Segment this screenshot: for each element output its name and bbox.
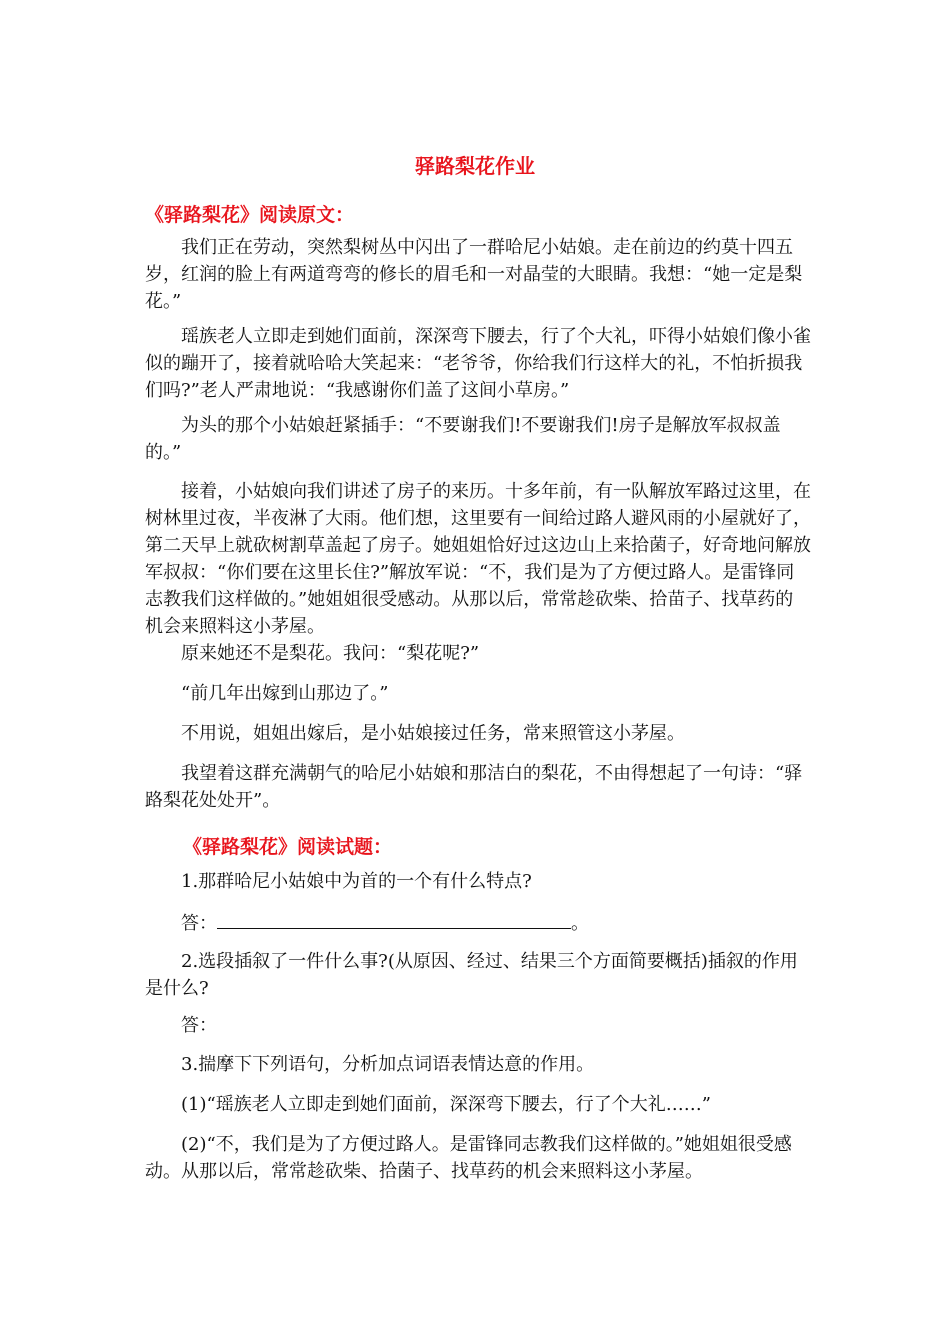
answer-1-row (145, 908, 811, 937)
question-2: 2.选段插叙了一件什么事?(从原因、经过、结果三个方面简要概括)插叙的作用是什么? (145, 951, 798, 999)
answer-2-label: 答： (181, 1015, 217, 1036)
question-1: 1.那群哈尼小姑娘中为首的一个有什么特点? (181, 871, 532, 892)
paragraph-6: “前几年出嫁到山那边了。” (181, 683, 389, 704)
paragraph-5: 原来她还不是梨花。我问：“梨花呢?” (181, 643, 480, 664)
paragraph-8: 我望着这群充满朝气的哈尼小姑娘和那洁白的梨花，不由得想起了一句诗：“驿路梨花处处开”。 (145, 763, 803, 811)
paragraph-4: 接着，小姑娘向我们讲述了房子的来历。十多年前，有一队解放军路过这里，在树林里过夜，半夜淋了大雨。他们想，这里要有一间给过路人避风雨的小屋就好了，第二天早上就砍树割草盖起了房子。她姐姐恰好过这边山上来拾菌子，好奇地问解放军叔叔：“你们要在这里长住?”解放军说：“不，我们是为了方便过路人。是雷锋同志教我们这样做的。”她姐姐很受感动。从那以后，常常趁砍柴、拾苗子、找草药的机会来照料这小茅屋。 (145, 481, 811, 637)
paragraph-1: 我们正在劳动，突然梨树丛中闪出了一群哈尼小姑娘。走在前边的约莫十四五岁，红润的脸上有两道弯弯的修长的眉毛和一对晶莹的大眼睛。我想：“她一定是梨花。” (145, 237, 803, 312)
paragraph-3: 为头的那个小姑娘赶紧插手：“不要谢我们!不要谢我们!房子是解放军叔叔盖的。” (145, 415, 781, 463)
section-heading-questions: 《驿路梨花》阅读试题： (183, 836, 393, 858)
answer-1-end-mark: 。 (571, 913, 589, 934)
paragraph-2: 瑶族老人立即走到她们面前，深深弯下腰去，行了个大礼，吓得小姑娘们像小雀似的蹦开了，接着就哈哈大笑起来：“老爷爷，你给我们行这样大的礼，不怕折损我们吗?”老人严肃地说：“我感谢你们盖了这间小草房。” (145, 326, 811, 401)
answer-1-label: 答： (181, 913, 217, 934)
answer-1-blank-line[interactable] (217, 908, 571, 929)
question-3: 3.揣摩下下列语句，分析加点词语表情达意的作用。 (181, 1054, 595, 1075)
question-3-item-2: (2)“不，我们是为了方便过路人。是雷锋同志教我们这样做的。”她姐姐很受感动。从那以后，常常趁砍柴、拾菌子、找草药的机会来照料这小茅屋。 (145, 1134, 792, 1182)
question-3-item-1: (1)“瑶族老人立即走到她们面前，深深弯下腰去，行了个大礼……” (181, 1094, 711, 1115)
document-title: 驿路梨花作业 (415, 154, 535, 178)
section-heading-original-text: 《驿路梨花》阅读原文： (145, 204, 355, 226)
paragraph-7: 不用说，姐姐出嫁后，是小姑娘接过任务，常来照管这小茅屋。 (181, 723, 685, 744)
